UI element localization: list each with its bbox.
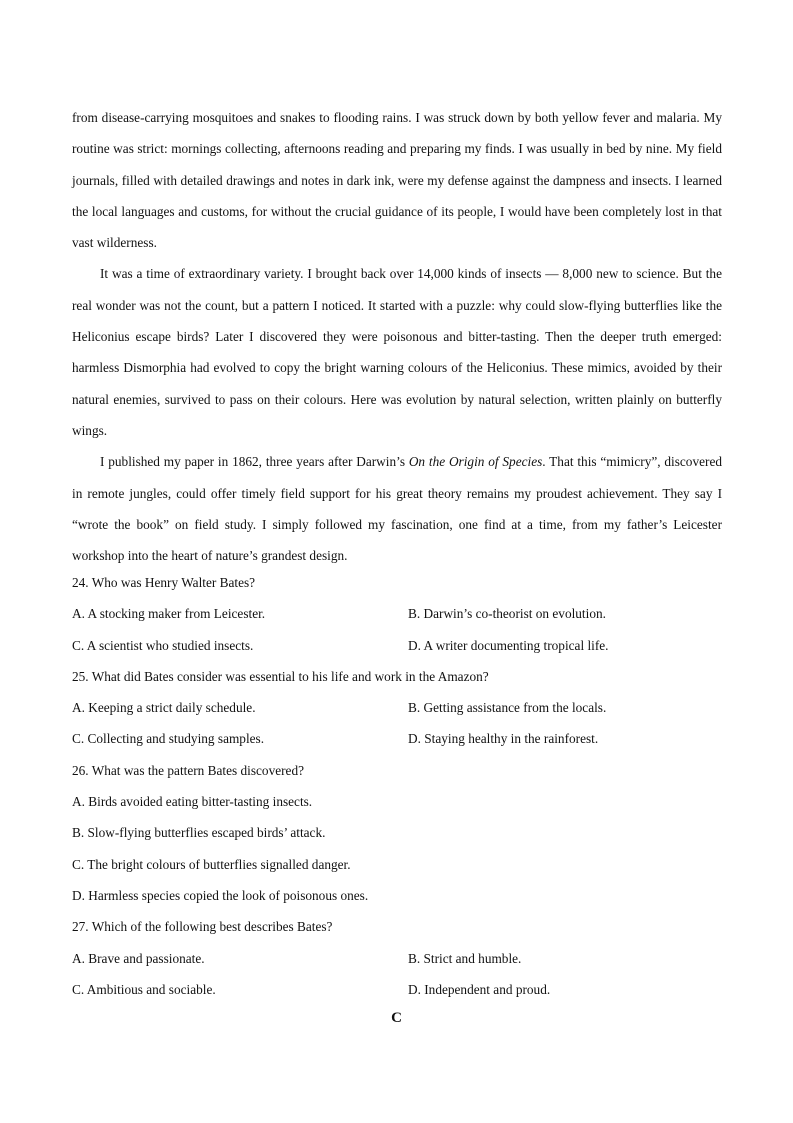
option-b: B. Getting assistance from the locals. bbox=[408, 700, 607, 716]
question-27-options-row-1 bbox=[72, 943, 722, 974]
passage-paragraph-2: It was a time of extraordinary variety. I brought back over 14,000 kinds of insects — 8,000 new to science. But the real wonder was not the count, but a pattern I noticed. It started with a puzzle: why could slow-flying butterflies like the Heliconius escape birds? Later I discovered they were poisonous and bitter-tasting. Then the deeper truth emerged: harmless Dismorphia had evolved to copy the bright warning colours of the Heliconius. These mimics, avoided by their natural enemies, survived to pass on their colours. Here was evolution by natural selection, written plainly on butterfly wings. bbox=[72, 266, 722, 438]
option-a: A. A stocking maker from Leicester. bbox=[72, 606, 266, 622]
paragraph-3-text-start: I published my paper in 1862, three years after Darwin’s bbox=[100, 454, 409, 470]
question-27-options-row-2 bbox=[72, 974, 722, 1005]
option-d: D. A writer documenting tropical life. bbox=[408, 637, 609, 653]
option-b: B. Darwin’s co-theorist on evolution. bbox=[408, 606, 606, 622]
option-d: D. Staying healthy in the rainforest. bbox=[408, 731, 599, 747]
question-24-stem: 24. Who was Henry Walter Bates? bbox=[72, 575, 256, 590]
passage-paragraph-1: from disease-carrying mosquitoes and snakes to flooding rains. I was struck down by both yellow fever and malaria. My routine was strict: mornings collecting, afternoons reading and preparing my finds. I was usually in bed by nine. My field journals, filled with detailed drawings and notes in dark ink, were my defense against the dampness and insects. I learned the local languages and customs, for without the crucial guidance of its people, I would have been completely lost in that vast wilderness. bbox=[72, 110, 722, 251]
question-24-options-row-1 bbox=[72, 598, 722, 629]
option-b: B. Strict and humble. bbox=[408, 950, 522, 966]
option-c: C. Ambitious and sociable. bbox=[72, 981, 216, 997]
question-26-stem: 26. What was the pattern Bates discovered? bbox=[72, 762, 305, 778]
option-c: C. A scientist who studied insects. bbox=[72, 637, 254, 653]
option-d: D. Harmless species copied the look of poisonous ones. bbox=[72, 887, 369, 903]
question-25-options-row-2 bbox=[72, 723, 722, 754]
question-27-stem: 27. Which of the following best describes Bates? bbox=[72, 919, 333, 935]
option-a: A. Birds avoided eating bitter-tasting insects. bbox=[72, 794, 313, 810]
question-25-stem: 25. What did Bates consider was essential to his life and work in the Amazon? bbox=[72, 668, 489, 684]
section-heading: C bbox=[391, 1010, 402, 1026]
question-list bbox=[72, 567, 722, 1005]
question-25-options-row-1 bbox=[72, 692, 722, 723]
reading-passage bbox=[72, 102, 722, 571]
question-24-options-row-2 bbox=[72, 630, 722, 661]
option-c: C. Collecting and studying samples. bbox=[72, 731, 265, 747]
option-c: C. The bright colours of butterflies signalled danger. bbox=[72, 856, 351, 872]
option-a: A. Keeping a strict daily schedule. bbox=[72, 700, 256, 716]
book-title: On the Origin of Species bbox=[408, 454, 543, 470]
passage-paragraph-3 bbox=[72, 446, 722, 571]
option-a: A. Brave and passionate. bbox=[72, 950, 205, 966]
paragraph-3-text-end: . That this “mimicry”, discovered in remote jungles, could offer timely field support for his great theory remains my proudest achievement. They say I “wrote the book” on field study. I simply followed my fascination, one find at a time, from my father’s Leicester workshop into the heart of nature’s grandest design. bbox=[72, 454, 722, 564]
option-d: D. Independent and proud. bbox=[408, 981, 551, 997]
option-b: B. Slow-flying butterflies escaped birds’ attack. bbox=[72, 825, 326, 841]
